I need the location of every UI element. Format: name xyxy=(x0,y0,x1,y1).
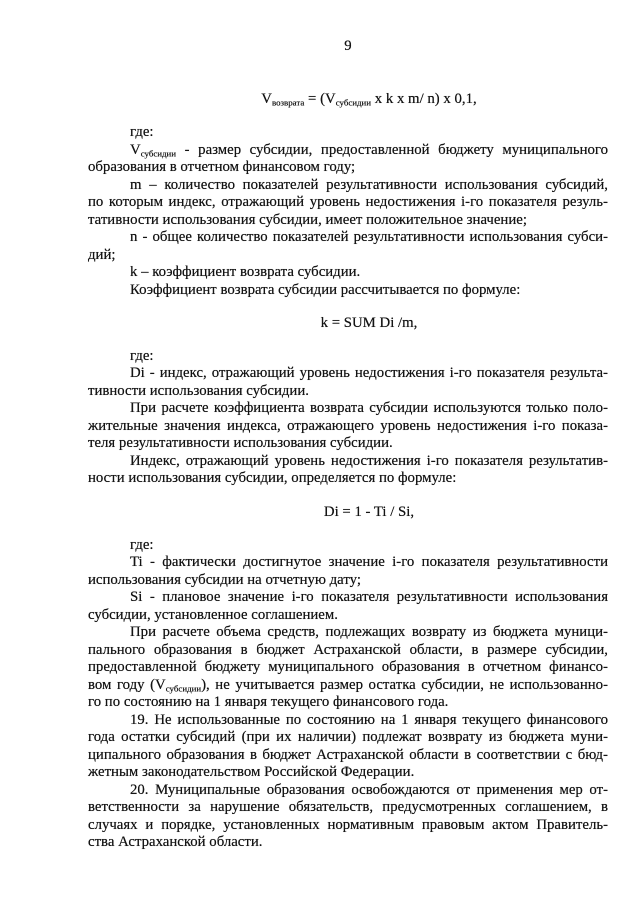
subscript: субсидии xyxy=(140,148,177,159)
text-line: по которым индекс, отражающий уровень недостижения i-го показателя резуль- xyxy=(88,194,608,211)
text-line: дий; xyxy=(88,246,116,263)
formula-line: k = SUM Di /m, xyxy=(320,314,418,331)
text-line: Ti - фактически достигнутое значение i-го показателя результативности xyxy=(130,554,608,571)
text-line: жительные значения индекса, отражающего уровень недостижения i-го показа- xyxy=(88,417,608,434)
text-segment: - размер субсидии, предоставленной бюджету муниципального xyxy=(176,141,608,158)
paragraph xyxy=(88,264,608,282)
paragraph xyxy=(88,142,608,177)
text-line: Индекс, отражающий уровень недостижения i-го показателя результатив- xyxy=(130,452,608,469)
text-segment: ), не учитывается размер остатка субсидии, не использованно- xyxy=(201,676,609,693)
paragraph xyxy=(88,589,608,624)
page-number xyxy=(88,38,608,56)
paragraph xyxy=(88,782,608,852)
subscript: субсидии xyxy=(165,683,202,694)
subscript: возврата xyxy=(271,97,305,108)
text-line: пального образования в бюджет Астраханской области, в размере субсидии, xyxy=(88,641,608,658)
text-segment: V xyxy=(130,141,141,158)
paragraph xyxy=(88,282,608,300)
text-line: ства Астраханской области. xyxy=(88,834,263,851)
text-line: ципального образования в бюджет Астраханской области в соответствии с бюд- xyxy=(88,746,608,763)
text-line: ности использования субсидии, определяется по формуле: xyxy=(88,470,457,487)
text-line: субсидии, установленное соглашением. xyxy=(88,606,338,623)
text-line: При расчете объема средств, подлежащих возврату из бюджета муници- xyxy=(130,624,608,641)
text-line xyxy=(88,677,608,695)
text-line: 20. Муниципальные образования освобождаются от применения мер от- xyxy=(130,781,608,798)
paragraph xyxy=(88,554,608,589)
text-line: жетным законодательством Российской Федерации. xyxy=(88,764,415,781)
text-segment: вом году (V xyxy=(88,676,166,693)
text-segment: x k x m/ n) x 0,1, xyxy=(371,91,477,108)
text-line: где: xyxy=(130,536,154,553)
text-line: где: xyxy=(130,124,154,141)
text-line: 9 xyxy=(344,38,352,54)
formula xyxy=(88,504,608,522)
text-line: При расчете коэффициента возврата субсидии используются только поло- xyxy=(130,400,608,417)
text-line: m – количество показателей результативности использования субсидий, xyxy=(130,176,608,193)
subscript: субсидии xyxy=(335,97,372,108)
paragraph xyxy=(88,624,608,712)
where-label xyxy=(88,537,608,555)
text-line: k – коэффициент возврата субсидии. xyxy=(130,264,361,281)
text-line: года остатки субсидий (при их наличии) подлежат возврату из бюджета муни- xyxy=(88,729,608,746)
text-segment: = (V xyxy=(304,91,336,108)
paragraph xyxy=(88,177,608,230)
text-line: тивности использования субсидии. xyxy=(88,382,309,399)
text-segment: V xyxy=(261,91,272,108)
text-line: Si - плановое значение i-го показателя результативности использования xyxy=(130,589,608,606)
text-line: 19. Не использованные по состоянию на 1 января текущего финансового xyxy=(130,711,608,728)
formula xyxy=(88,91,608,109)
text-line: теля результативности использования субсидии. xyxy=(88,435,393,452)
paragraph xyxy=(88,365,608,400)
formula xyxy=(88,315,608,333)
formula-line: Di = 1 - Ti / Si, xyxy=(323,503,415,520)
text-line: Коэффициент возврата субсидии рассчитывается по формуле: xyxy=(130,281,521,298)
where-label xyxy=(88,348,608,366)
text-line: n - общее количество показателей результативности использования субси- xyxy=(130,229,608,246)
paragraph xyxy=(88,712,608,782)
text-line: образования в отчетном финансовом году; xyxy=(88,159,356,176)
text-line: ветственности за нарушение обязательств, предусмотренных соглашением, в xyxy=(88,799,608,816)
text-line: случаях и порядке, установленных нормативным правовым актом Правитель- xyxy=(88,816,608,833)
paragraph xyxy=(88,400,608,453)
text-line: предоставленной бюджету муниципального образования в отчетном финансо- xyxy=(88,659,608,676)
text-line xyxy=(88,142,608,160)
text-line: Di - индекс, отражающий уровень недостижения i-го показателя результа- xyxy=(130,365,608,382)
where-label xyxy=(88,124,608,142)
text-line: использования субсидии на отчетную дату; xyxy=(88,571,361,588)
formula-line xyxy=(88,91,608,109)
paragraph xyxy=(88,453,608,488)
text-line: тативности использования субсидии, имеет положительное значение; xyxy=(88,211,527,228)
text-line: го по состоянию на 1 января текущего финансового года. xyxy=(88,694,449,711)
text-line: где: xyxy=(130,347,154,364)
paragraph xyxy=(88,229,608,264)
